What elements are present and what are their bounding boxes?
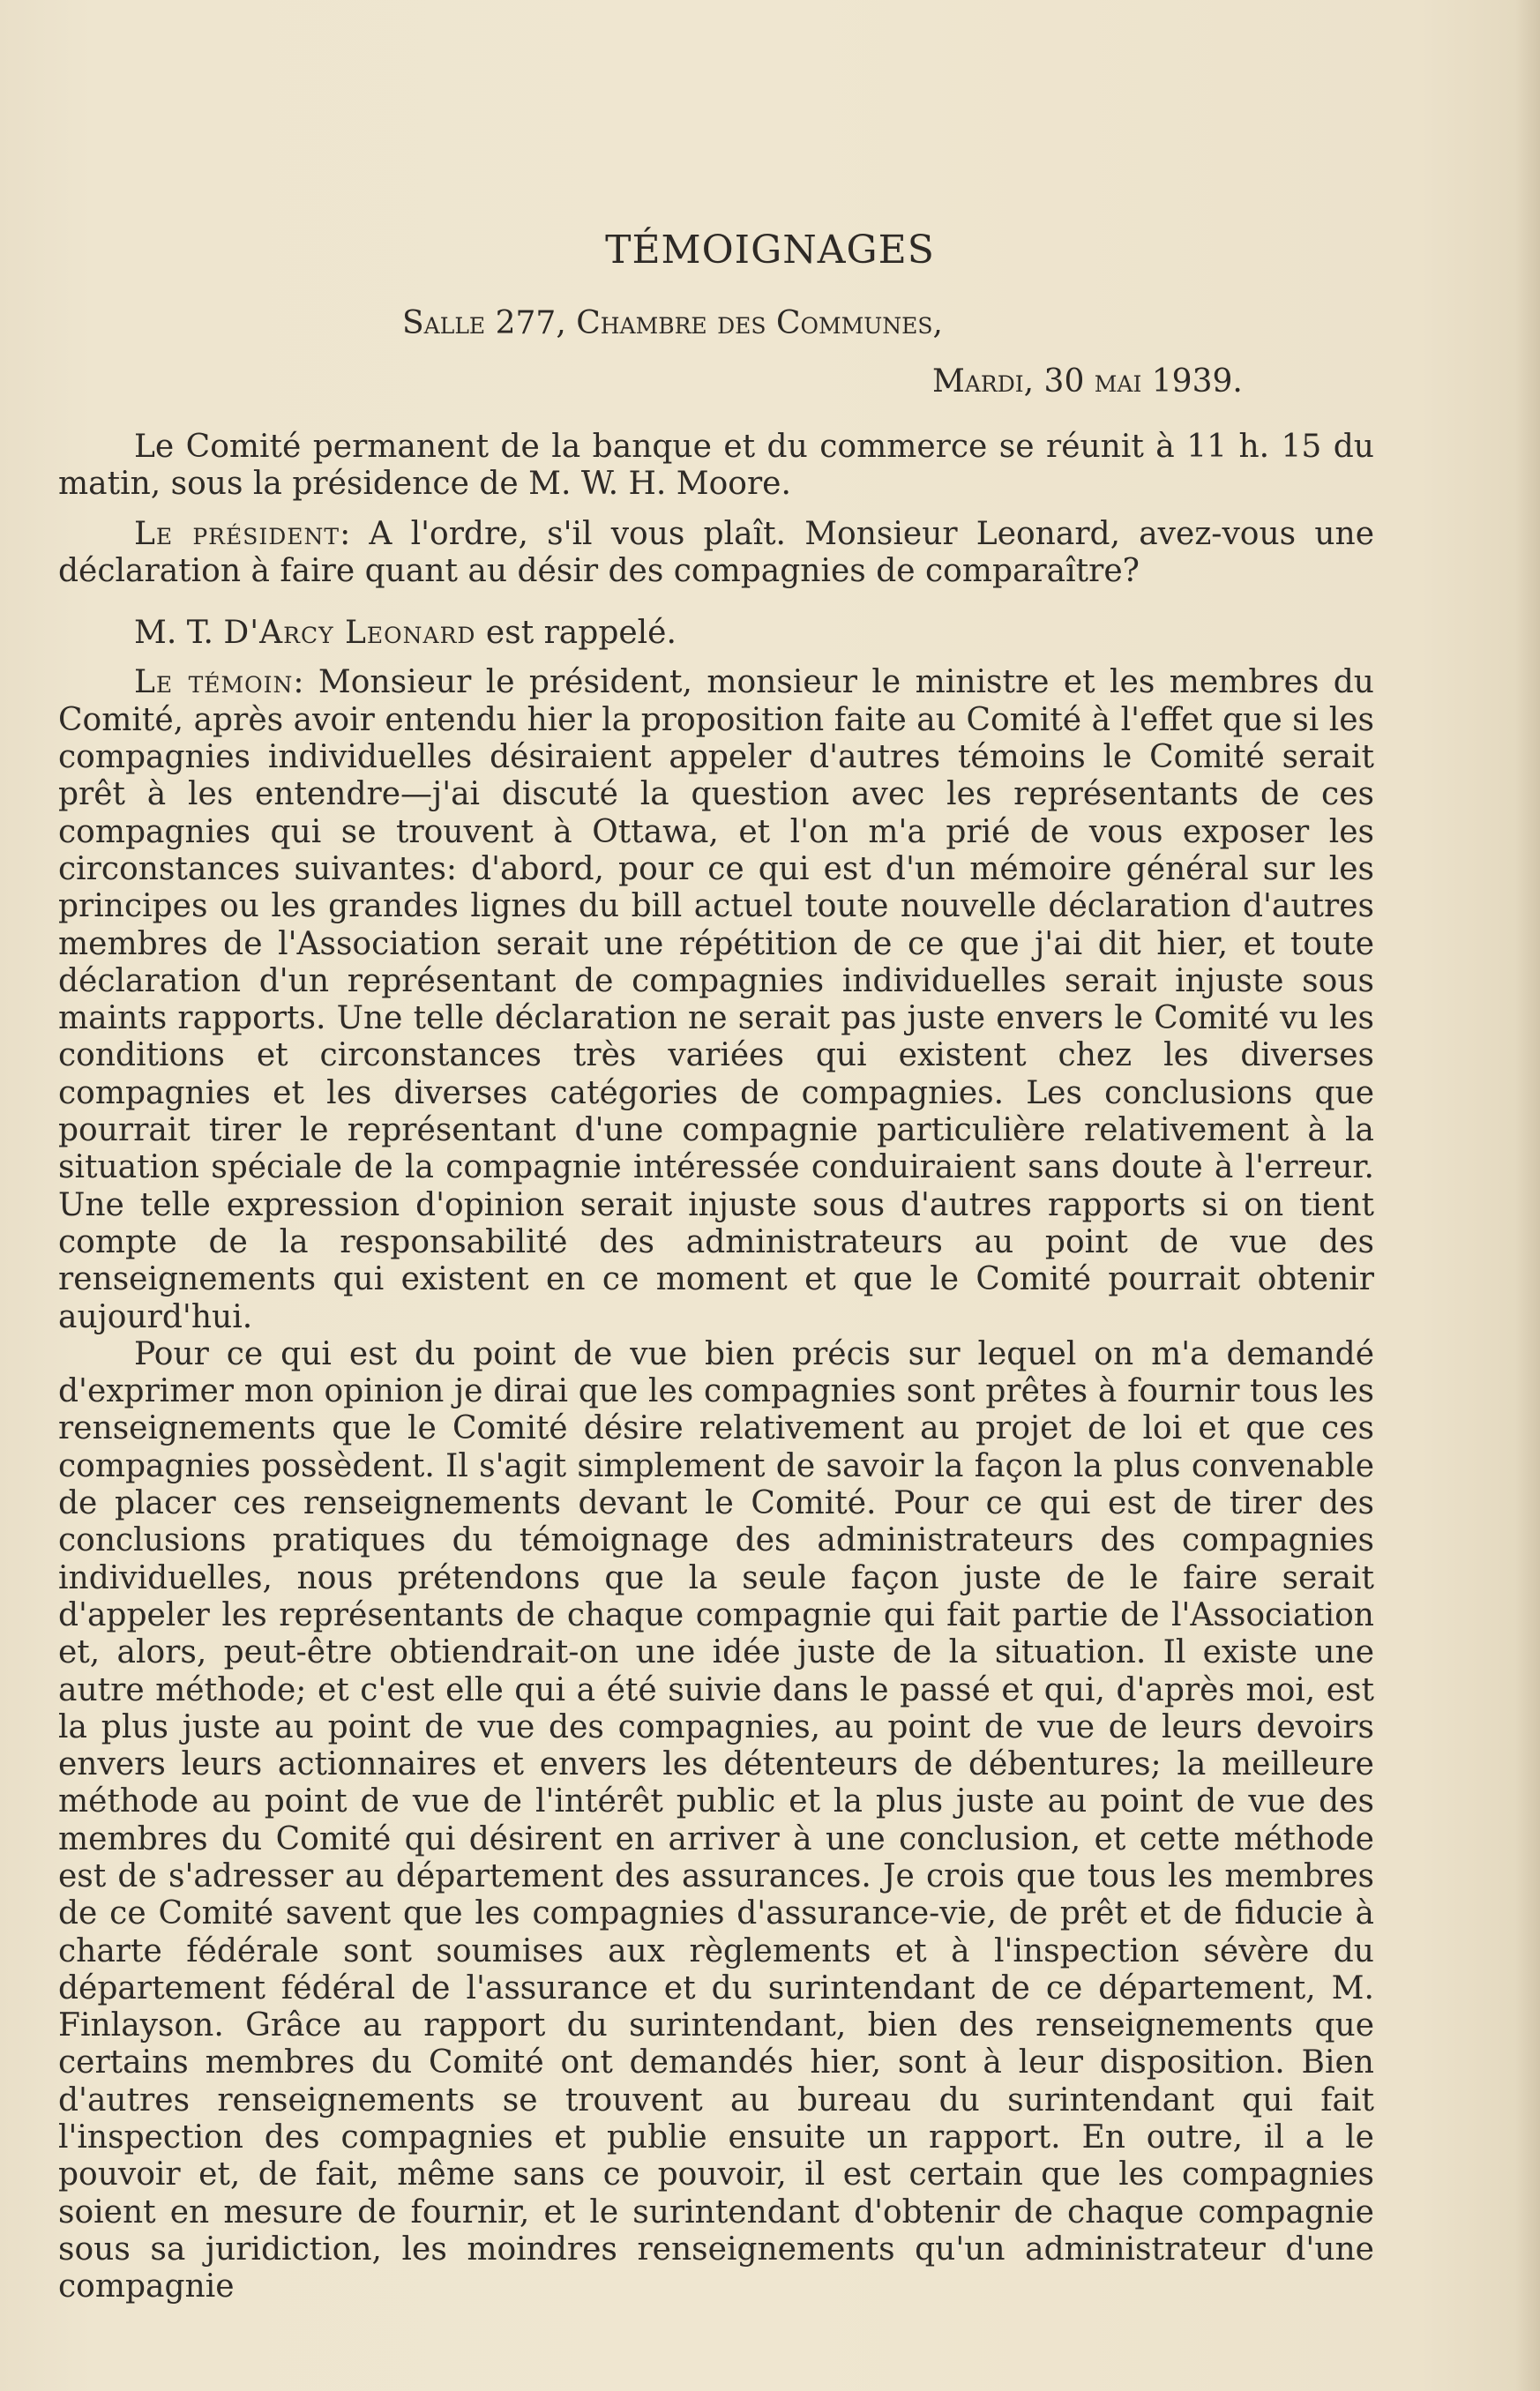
- speaker-label: Le témoin: [134, 664, 294, 701]
- paragraph-witness-statement: [58, 664, 1374, 1335]
- paragraph-opening: [58, 429, 1374, 504]
- page-title: TÉMOIGNAGES: [605, 228, 935, 273]
- speaker-prefix: M. T.: [134, 615, 224, 652]
- speaker-label: D'Arcy Leonard: [223, 615, 476, 652]
- paragraph-text: : A l'ordre, s'il vous plaît. Monsieur Leonard, avez-vous une déclaration à faire quant au désir des compagnies de comparaître?: [58, 515, 1374, 589]
- meeting-location: Salle 277, Chambre des Communes,: [402, 305, 943, 341]
- paragraph-text: : Monsieur le président, monsieur le ministre et les membres du Comité, après avoir entendu hier la proposition faite au Comité à l'effet que si les compagnies individuelles désiraient appeler d'autres témoins le Comité serait prêt à les entendre—j'ai discuté la question avec les représentants de ces compagnies qui se trouvent à Ottawa, et l'on m'a prié de vous exposer les circonstances suivantes: d'abord, pour ce qui est d'un mémoire général sur les principes ou les grandes lignes du bill actuel toute nouvelle déclaration d'autres membres de l'Association serait une répétition de ce que j'ai dit hier, et toute déclaration d'un représentant de compagnies individuelles serait injuste sous maints rapports. Une telle déclaration ne serait pas juste envers le Comité vu les conditions et circonstances très variées qui existent chez les diverses compagnies et les diverses catégories de compagnies. Les conclusions que pourrait tirer le représentant d'une compagnie particulière relativement à la situation spéciale de la compagnie intéressée conduiraient sans doute à l'erreur. Une telle expression d'opinion serait injuste sous d'autres rapports si on tient compte de la responsabilité des administrateurs au point de vue des renseignements qui existent en ce moment et que le Comité pourrait obtenir aujourd'hui.: [58, 664, 1374, 1335]
- paragraph-continuation: [58, 1336, 1374, 2306]
- paragraph-president: [58, 516, 1374, 591]
- testimony-body: [58, 429, 1374, 2306]
- paragraph-text: est rappelé.: [475, 615, 677, 652]
- speaker-label: Le président: [134, 515, 340, 552]
- meeting-date: Mardi, 30 mai 1939.: [932, 363, 1243, 400]
- paragraph-witness-recalled: [58, 615, 1374, 652]
- page-edge-shadow: [1515, 0, 1540, 2391]
- paragraph-text: Le Comité permanent de la banque et du commerce se réunit à 11 h. 15 du matin, sous la présidence de M. W. H. Moore.: [58, 429, 1374, 503]
- paragraph-text: Pour ce qui est du point de vue bien précis sur lequel on m'a demandé d'exprimer mon opinion je dirai que les compagnies sont prêtes à fournir tous les renseignements que le Comité désire relativement au projet de loi et que ces compagnies possèdent. Il s'agit simplement de savoir la façon la plus convenable de placer ces renseignements devant le Comité. Pour ce qui est de tirer des conclusions pratiques du témoignage des administrateurs des compagnies individuelles, nous prétendons que la seule façon juste de le faire serait d'appeler les représentants de chaque compagnie qui fait partie de l'Association et, alors, peut-être obtiendrait-on une idée juste de la situation. Il existe une autre méthode; et c'est elle qui a été suivie dans le passé et qui, d'après moi, est la plus juste au point de vue des compagnies, au point de vue de leurs devoirs envers leurs actionnaires et envers les détenteurs de débentures; la meilleure méthode au point de vue de l'intérêt public et la plus juste au point de vue des membres du Comité qui désirent en arriver à une conclusion, et cette méthode est de s'adresser au département des assurances. Je crois que tous les membres de ce Comité savent que les compagnies d'assurance-vie, de prêt et de fiducie à charte fédérale sont soumises aux règlements et à l'inspection sévère du département fédéral de l'assurance et du surintendant de ce département, M. Finlayson. Grâce au rapport du surintendant, bien des renseignements que certains membres du Comité ont demandés hier, sont à leur disposition. Bien d'autres renseignements se trouvent au bureau du surintendant qui fait l'inspection des compagnies et publie ensuite un rapport. En outre, il a le pouvoir et, de fait, même sans ce pouvoir, il est certain que les compagnies soient en mesure de fournir, et le surintendant d'obtenir de chaque compagnie sous sa juridiction, les moindres renseignements qu'un administrateur d'une compagnie: [58, 1335, 1374, 2305]
